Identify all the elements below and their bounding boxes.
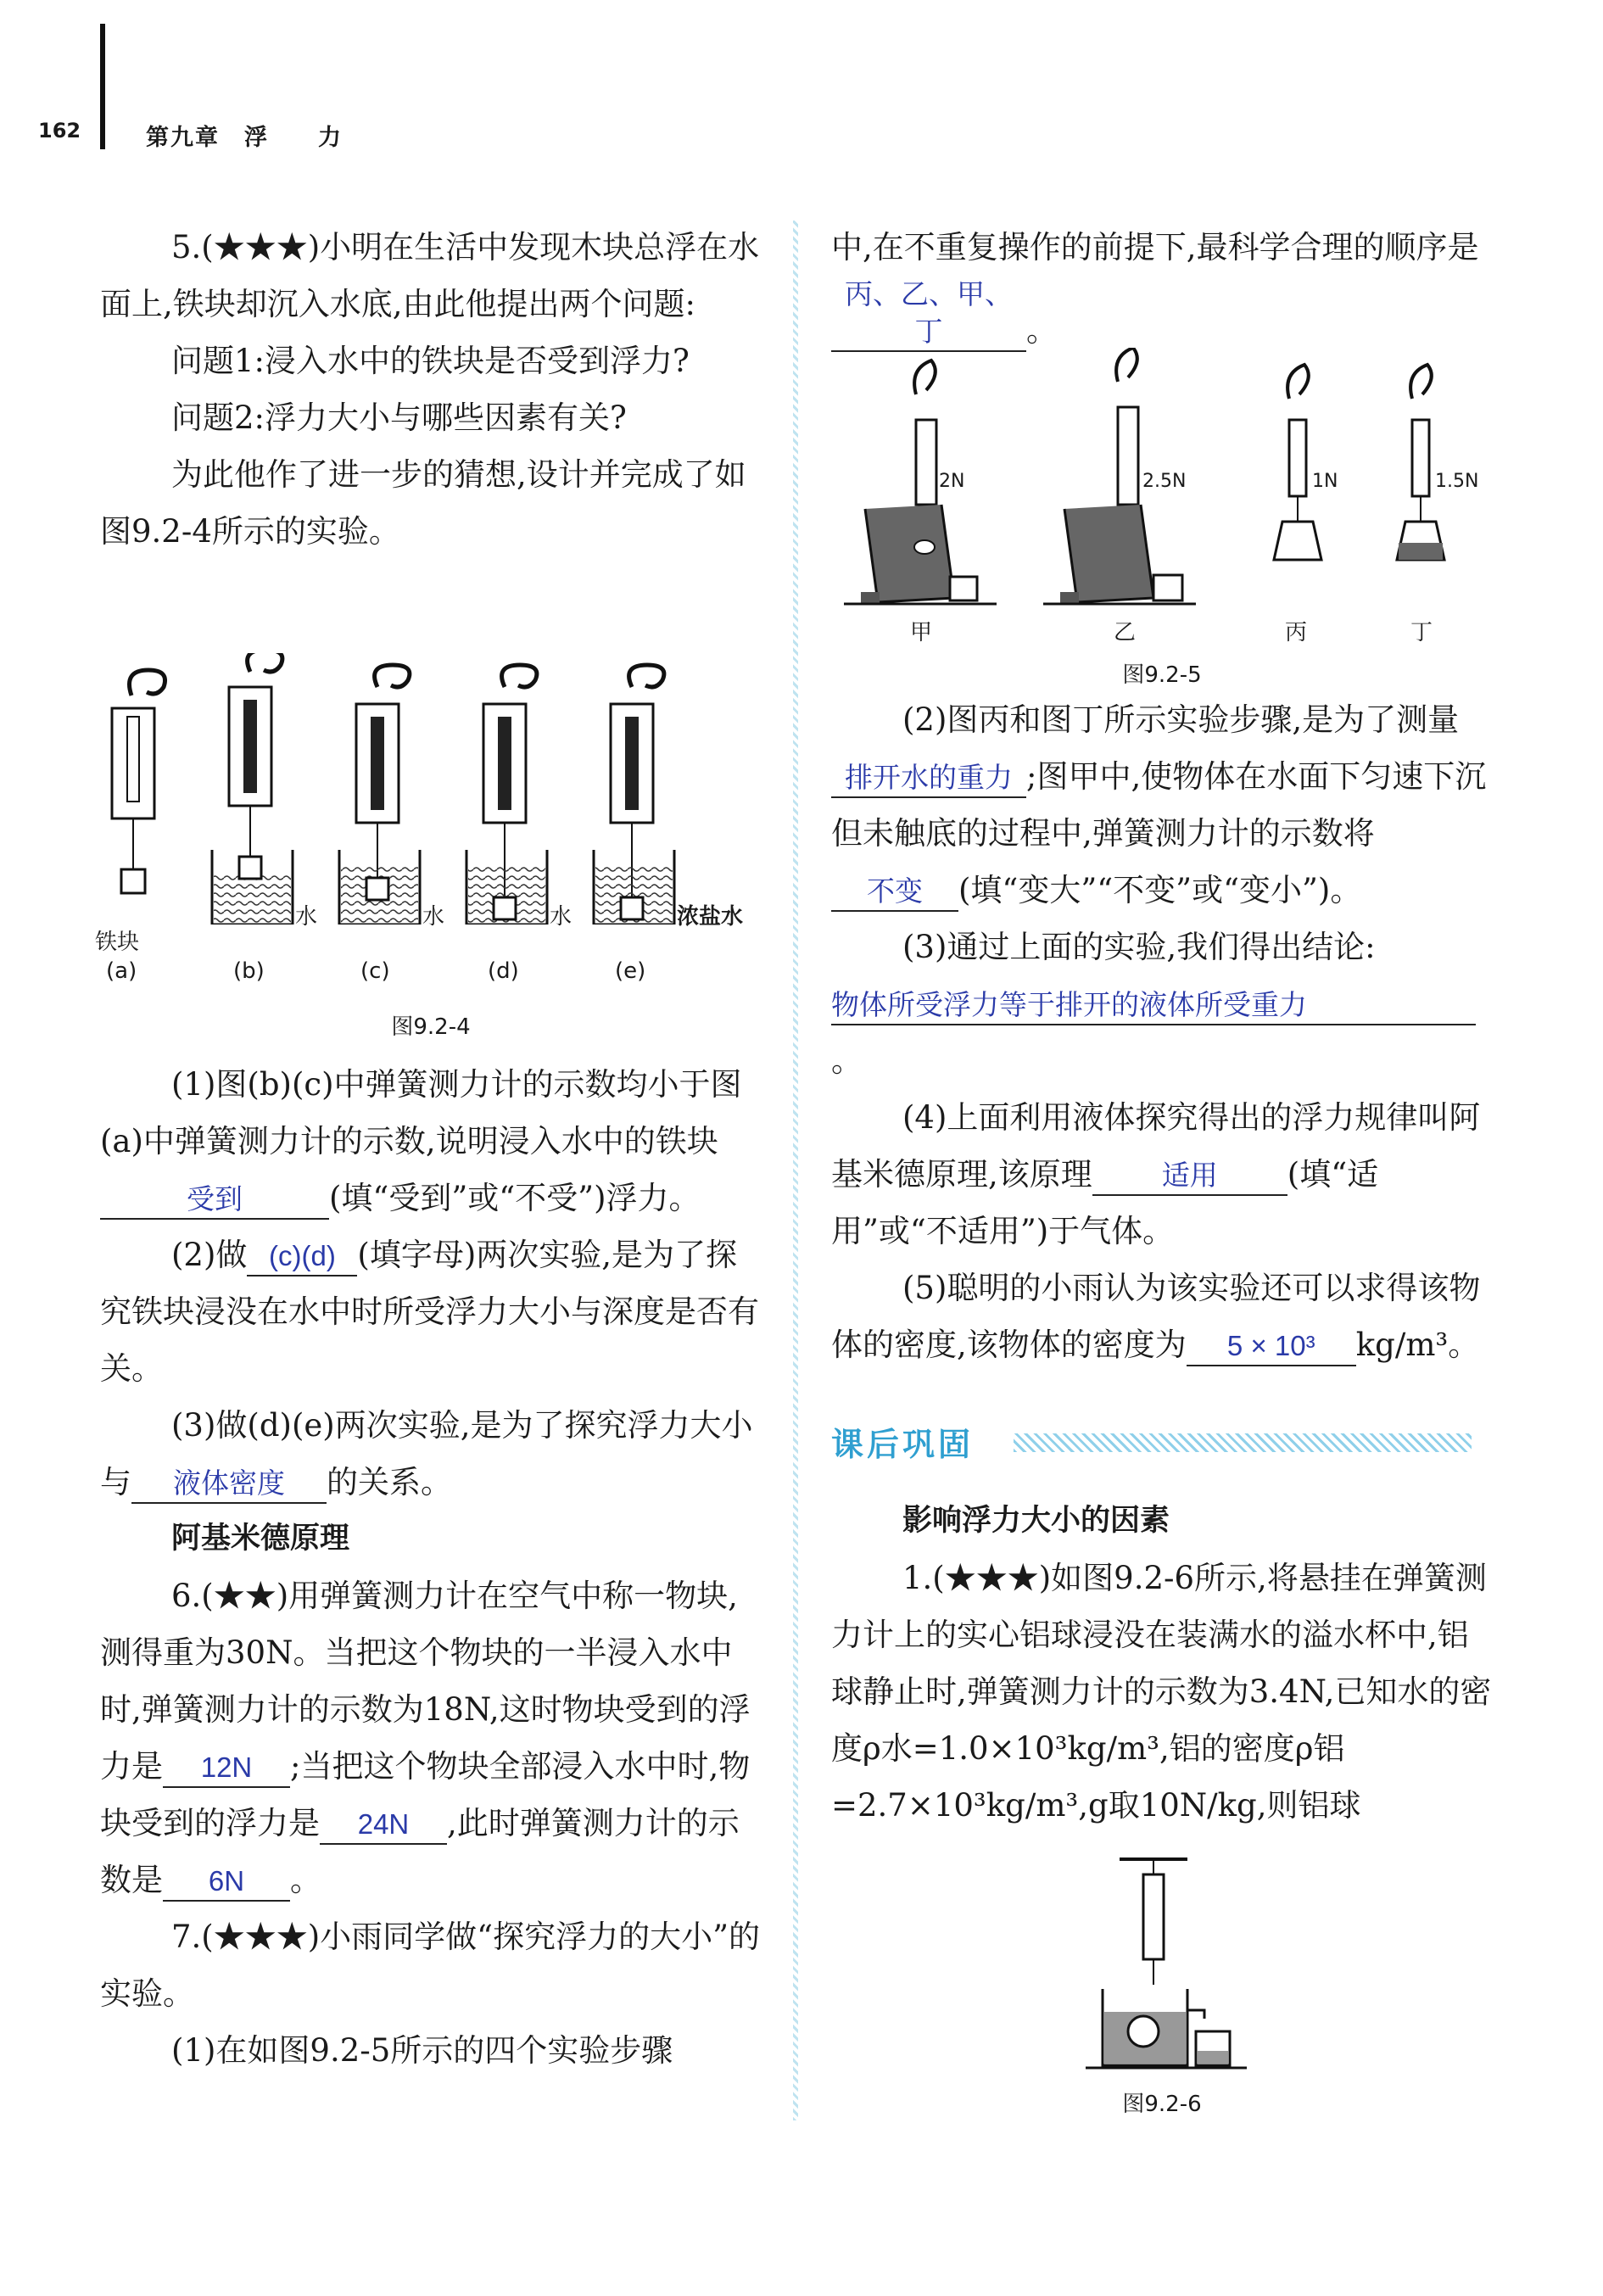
reading-ding: 1.5N	[1435, 471, 1479, 492]
q7-part2-text-b: ;图甲中,使物体在水面下匀速下沉但未触底的过程中,弹簧测力计的示数将	[831, 758, 1487, 852]
q7-part2-answer-1: 排开水的重力	[831, 759, 1026, 798]
q7-part3-text: (3)通过上面的实验,我们得出结论:	[902, 929, 1376, 965]
section-stripe	[1014, 1433, 1472, 1452]
q7-part3	[831, 919, 1493, 1089]
q7-part1-cont	[831, 219, 1493, 359]
q7-part2	[831, 691, 1493, 919]
q7-intro: 7.(★★★)小雨同学做“探究浮力的大小”的实验。	[100, 1919, 761, 2012]
figure-9-2-5-caption: 图9.2-5	[1122, 662, 1202, 688]
figure-9-2-6-caption: 图9.2-6	[1122, 2092, 1202, 2117]
q5-part3-answer: 液体密度	[131, 1465, 327, 1504]
q5-part2-text: (2)做	[171, 1237, 248, 1273]
label-water-c: 水	[422, 904, 445, 930]
q5-lead: 为此他作了进一步的猜想,设计并完成了如图9.2-4所示的实验。	[100, 456, 746, 550]
q7-part2-text-c: (填“变大”“不变”或“变小”)。	[958, 872, 1362, 908]
panel-b: (b)	[233, 958, 265, 984]
q6-text-d: 。	[290, 1862, 321, 1898]
q6-text-b: ;当把这个物块全部浸入水中时,物块受到的浮力是	[100, 1748, 751, 1841]
q5-part1-text: (1)图(b)(c)中弹簧测力计的示数均小于图(a)中弹簧测力计的示数,说明浸入水中的铁块	[100, 1066, 742, 1159]
q5-part3-text: (3)做(d)(e)两次实验,是为了探究浮力大小与	[100, 1407, 753, 1500]
panel-e: (e)	[615, 958, 646, 984]
q6-answer-1: 12N	[163, 1749, 290, 1788]
q7-part1-answer: 丙、乙、甲、丁	[831, 276, 1026, 352]
meter-d	[466, 665, 547, 925]
page-number: 162	[38, 119, 81, 142]
archimedes-heading: 阿基米德原理	[171, 1522, 350, 1556]
reading-bing: 1N	[1312, 471, 1338, 492]
figure-9-2-6-drawing	[1069, 1849, 1264, 2078]
header-rule	[100, 24, 105, 149]
q7-part5-answer: 5 × 10³	[1187, 1327, 1356, 1366]
figure-9-2-4-caption: 图9.2-4	[391, 1014, 471, 1040]
q7-part3-answer: 物体所受浮力等于排开的液体所受重力	[831, 986, 1476, 1025]
label-water-b: 水	[295, 904, 318, 930]
label-water-d: 水	[550, 904, 572, 930]
figure-9-2-4	[93, 653, 772, 992]
q7-part4-text: (4)上面利用液体探究得出的浮力规律叫阿基米德原理,该原理	[831, 1099, 1481, 1193]
section-header	[831, 1418, 1493, 1472]
right-column-bottom	[831, 1493, 1493, 1834]
step-label-bing: 丙	[1285, 620, 1308, 645]
panel-c: (c)	[360, 958, 390, 984]
right-column-top	[831, 219, 1493, 359]
q7-part2-text-a: (2)图丙和图丁所示实验步骤,是为了测量	[902, 701, 1460, 738]
meter-e	[594, 665, 674, 925]
q7-part1-start: (1)在如图9.2-5所示的四个实验步骤	[171, 2032, 673, 2069]
column-divider	[793, 221, 798, 2120]
q6	[100, 1567, 762, 1908]
q7-part3-end: 。	[831, 1042, 863, 1079]
figure-9-2-4-drawing	[93, 653, 772, 925]
q7-part4	[831, 1089, 1493, 1260]
q7-part5	[831, 1260, 1493, 1373]
q7-part1-end: 。	[1026, 312, 1058, 349]
q7-part1-text: 中,在不重复操作的前提下,最科学合理的顺序是	[831, 229, 1479, 265]
meter-a	[112, 670, 165, 893]
step-label-ding: 丁	[1410, 620, 1433, 645]
step-ding	[1397, 365, 1444, 560]
step-label-jia: 甲	[910, 620, 933, 645]
q5-part2-answer: (c)(d)	[247, 1237, 357, 1276]
q7-part4-answer: 适用	[1092, 1157, 1287, 1196]
step-bing	[1274, 365, 1321, 560]
reading-yi: 2.5N	[1142, 471, 1187, 492]
q6-answer-2: 24N	[320, 1806, 447, 1845]
meter-b	[212, 653, 293, 925]
step-jia	[844, 360, 997, 604]
q5-part1-answer: 受到	[100, 1181, 329, 1220]
q7-part5-unit: kg/m³。	[1355, 1327, 1480, 1363]
q5-part2	[100, 1226, 762, 1397]
q5-part3	[100, 1397, 762, 1511]
q5-part2-text-end: (填字母)两次实验,是为了探究铁块浸没在水中时所受浮力大小与深度是否有关。	[100, 1237, 759, 1387]
reading-jia: 2N	[939, 471, 965, 492]
chapter-title: 第九章 浮 力	[146, 125, 343, 151]
q5-part1	[100, 1056, 762, 1226]
q5-question1: 问题1:浸入水中的铁块是否受到浮力?	[171, 343, 690, 379]
label-iron: 铁块	[95, 930, 140, 955]
q6-answer-3: 6N	[163, 1863, 290, 1902]
q1-text: 1.(★★★)如图9.2-6所示,将悬挂在弹簧测力计上的实心铝球浸没在装满水的溢水杯中,铝球静止时,弹簧测力计的示数为3.4N,已知水的密度ρ水=1.0×10³kg/m³,铝的密度ρ铝=2.7×10³kg/m³,g取10N/kg,则铝球	[831, 1560, 1492, 1824]
right-column-middle	[831, 691, 1493, 1373]
q6-text-a: 6.(★★)用弹簧测力计在空气中称一物块,测得重为30N。当把这个物块的一半浸入水中时,弹簧测力计的示数为18N,这时物块受到的浮力是	[100, 1578, 751, 1785]
q5-part1-text-end: (填“受到”或“不受”)浮力。	[329, 1180, 701, 1216]
meter-c	[339, 665, 420, 925]
section-title: 课后巩固	[831, 1426, 975, 1463]
q5-part3-text-end: 的关系。	[327, 1464, 452, 1500]
left-column-bottom	[100, 1056, 762, 2079]
figure-9-2-5	[835, 348, 1497, 653]
q7-part2-answer-2: 不变	[831, 873, 958, 912]
panel-a: (a)	[106, 958, 137, 984]
subheading-buoyancy-factors: 影响浮力大小的因素	[902, 1504, 1170, 1538]
q5-question2: 问题2:浮力大小与哪些因素有关?	[171, 399, 627, 436]
panel-d: (d)	[488, 958, 519, 984]
q7-part5-text: (5)聪明的小雨认为该实验还可以求得该物体的密度,该物体的密度为	[831, 1270, 1481, 1363]
figure-9-2-6	[1069, 1849, 1264, 2078]
step-label-yi: 乙	[1114, 620, 1137, 645]
q7-part4-text-end: (填“适用”或“不适用”)于气体。	[831, 1156, 1379, 1249]
q5-intro: 5.(★★★)小明在生活中发现木块总浮在水面上,铁块却沉入水底,由此他提出两个问题:	[100, 229, 760, 322]
q6-text-c: ,此时弹簧测力计的示数是	[100, 1805, 740, 1898]
label-brine: 浓盐水	[677, 904, 744, 930]
left-column-top	[100, 219, 762, 560]
